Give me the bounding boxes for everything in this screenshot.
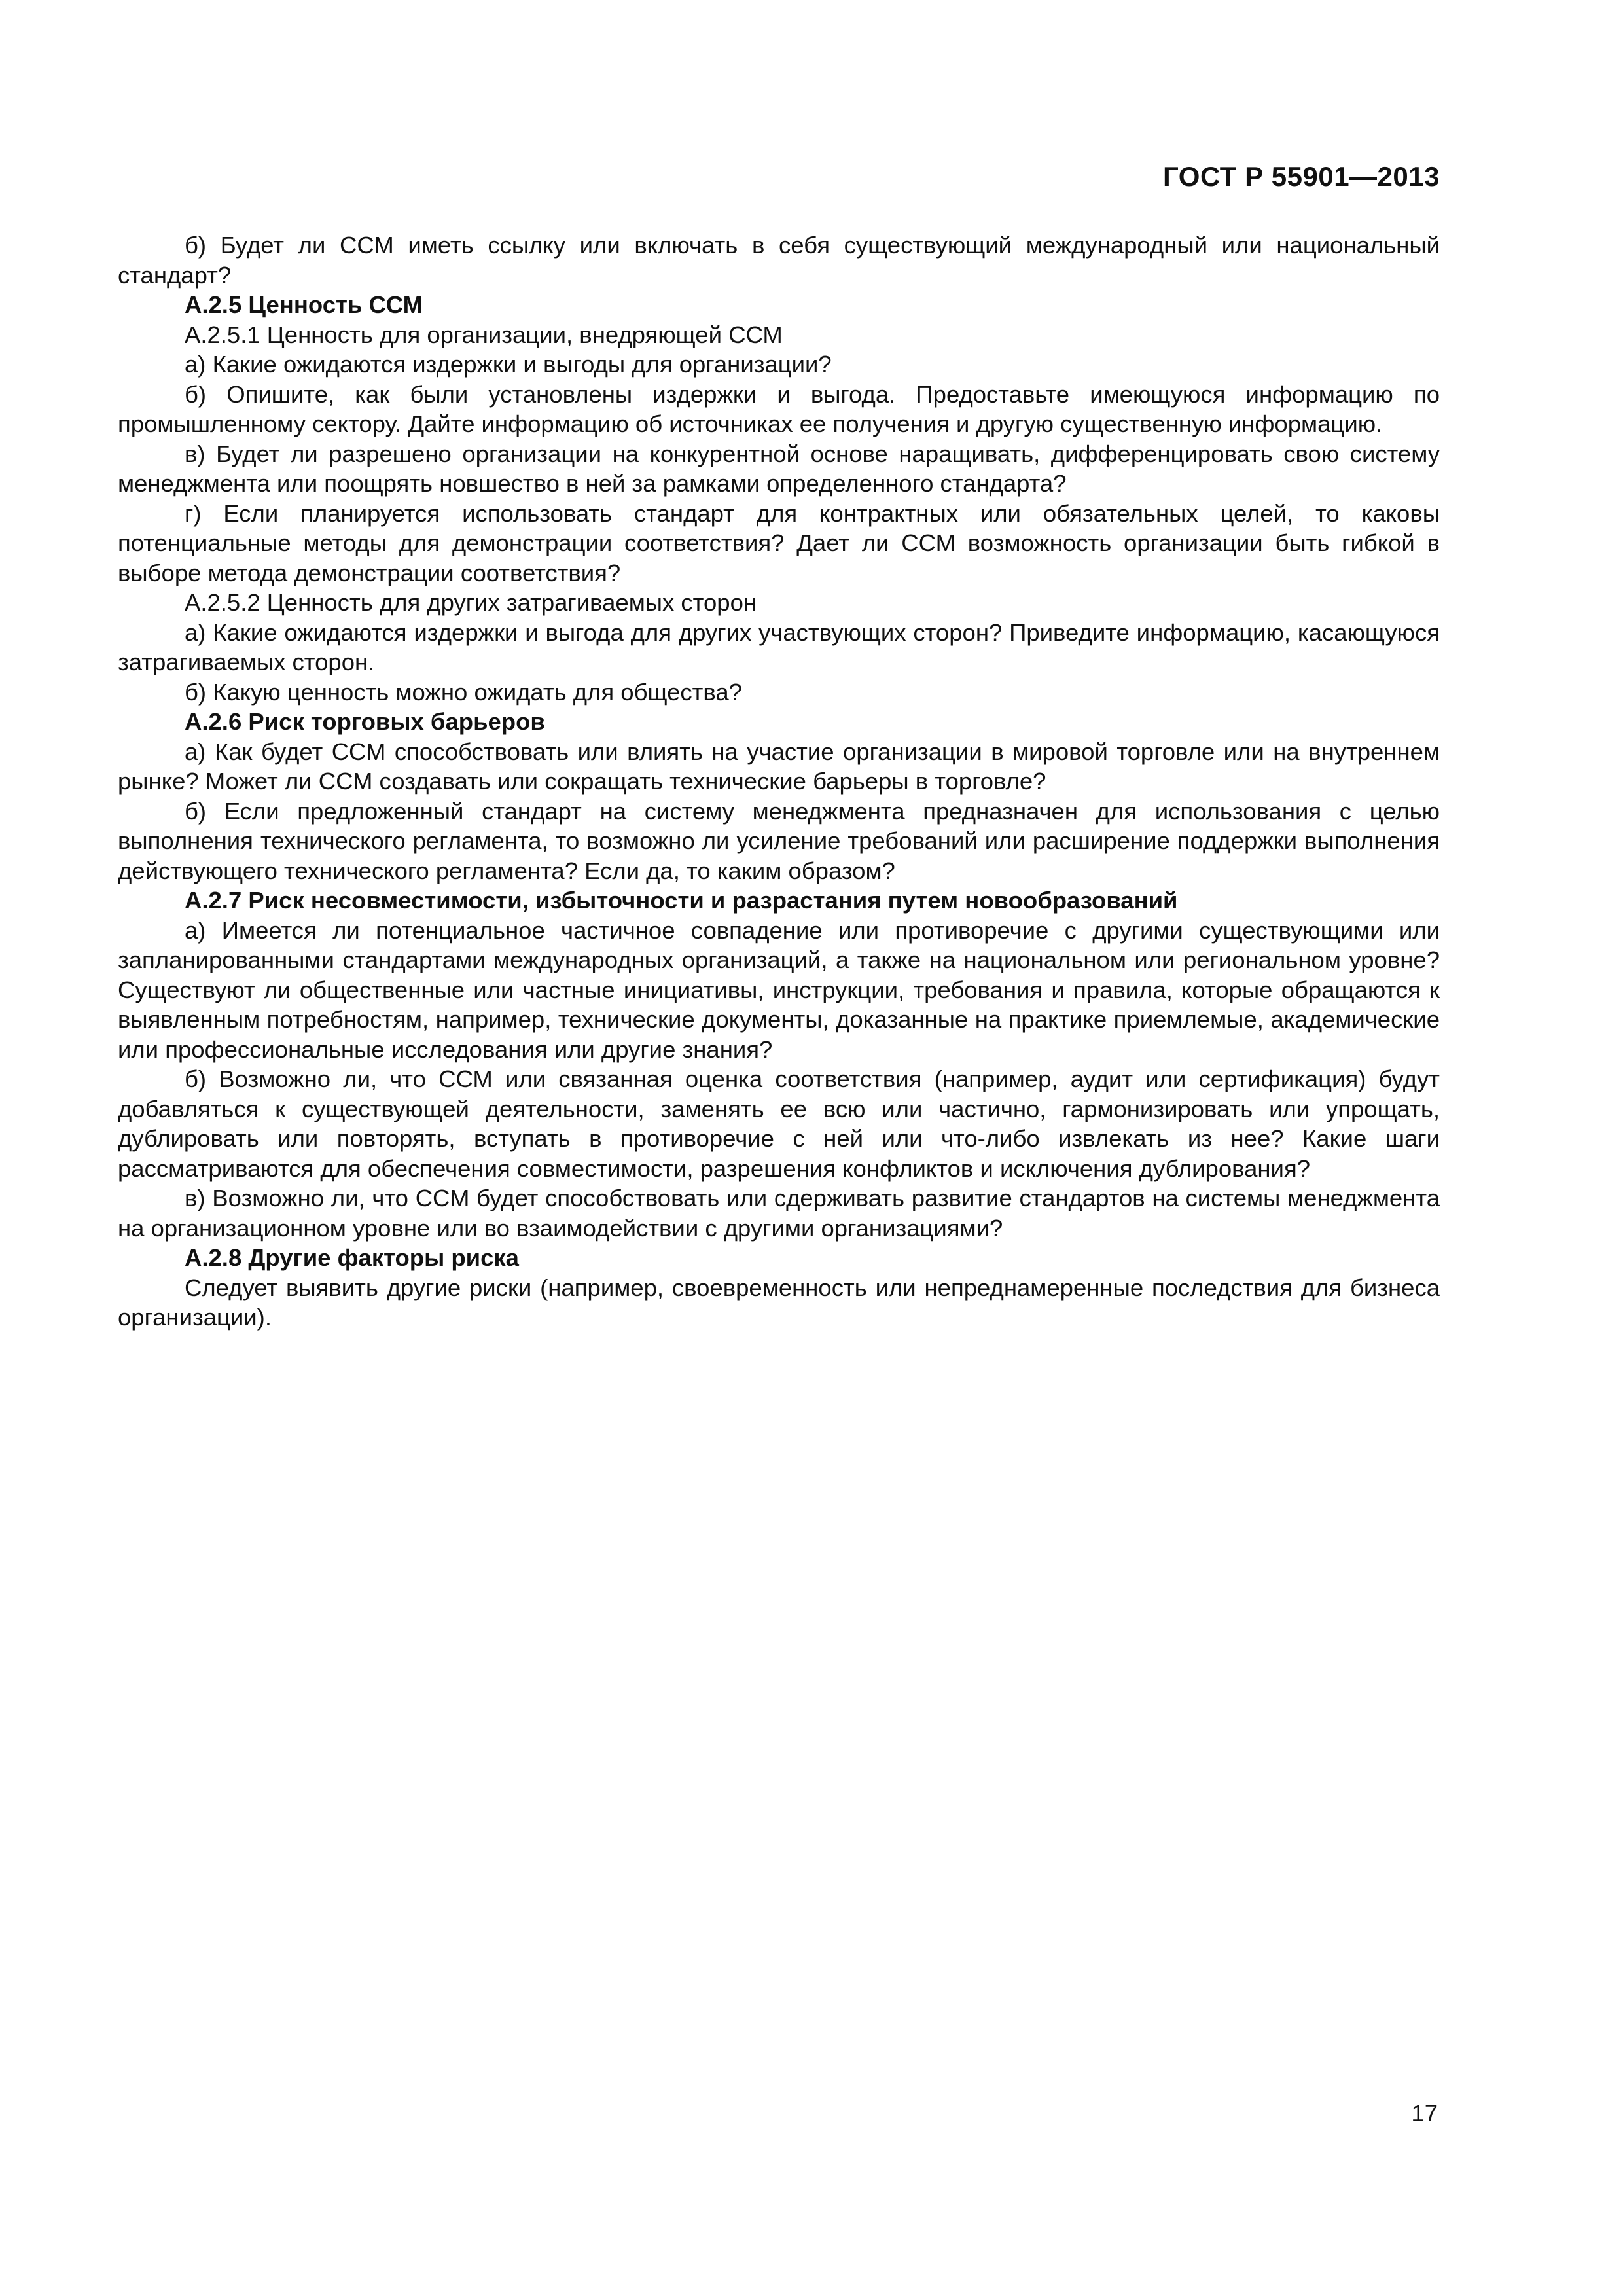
- paragraph: а) Как будет ССМ способствовать или влиять на участие организации в мировой торговле или на внутреннем рынке? Может ли ССМ создавать или сокращать технические барьеры в торговле?: [118, 738, 1440, 795]
- paragraph: б) Возможно ли, что ССМ или связанная оценка соответствия (например, аудит или сертификация) будут добавляться к существующей деятельности, заменять ее всю или частично, гармонизировать или упрощать, дублировать или повторять, вступать в противоречие с ней или что-либо извлекать из нее? Какие шаги рассматриваются для обеспечения совместимости, разрешения конфликтов и исключения дублирования?: [118, 1066, 1440, 1182]
- paragraph: в) Возможно ли, что ССМ будет способствовать или сдерживать развитие стандартов на системы менеджмента на организационном уровне или во взаимодействии с другими организациями?: [118, 1185, 1440, 1242]
- paragraph: б) Будет ли ССМ иметь ссылку или включать в себя существующий международный или национальный стандарт?: [118, 232, 1440, 289]
- section-heading: А.2.6 Риск торговых барьеров: [185, 708, 545, 735]
- section-heading: А.2.5 Ценность ССМ: [185, 291, 423, 318]
- page-number: 17: [1411, 2100, 1438, 2126]
- paragraph: а) Какие ожидаются издержки и выгоды для организации?: [185, 351, 832, 378]
- paragraph: а) Имеется ли потенциальное частичное совпадение или противоречие с другими существующими или запланированными стандартами международных организаций, а также на национальном или региональном уровне? Существуют ли общественные или частные инициативы, инструкции, требования и правила, которые обращаются к выявленным потребностям, например, технические документы, доказанные на практике приемлемые, академические или профессиональные исследования или другие знания?: [118, 916, 1440, 1063]
- subsection-heading: А.2.5.1 Ценность для организации, внедряющей ССМ: [185, 321, 783, 348]
- paragraph: б) Какую ценность можно ожидать для общества?: [185, 678, 742, 706]
- paragraph: в) Будет ли разрешено организации на конкурентной основе наращивать, дифференцировать свою систему менеджмента или поощрять новшество в ней за рамками определенного стандарта?: [118, 440, 1440, 497]
- document-body: [118, 230, 1440, 1333]
- document-code: ГОСТ Р 55901—2013: [1163, 161, 1440, 192]
- paragraph: б) Опишите, как были установлены издержки и выгода. Предоставьте имеющуюся информацию по промышленному сектору. Дайте информацию об источниках ее получения и другую существенную информацию.: [118, 380, 1440, 437]
- paragraph: г) Если планируется использовать стандарт для контрактных или обязательных целей, то каковы потенциальные методы для демонстрации соответствия? Дает ли ССМ возможность организации быть гибкой в выборе метода демонстрации соответствия?: [118, 499, 1440, 586]
- paragraph: б) Если предложенный стандарт на систему менеджмента предназначен для использования с целью выполнения технического регламента, то возможно ли усиление требований или расширение поддержки выполнения действующего технического регламента? Если да, то каким образом?: [118, 797, 1440, 884]
- paragraph: а) Какие ожидаются издержки и выгода для других участвующих сторон? Приведите информацию, касающуюся затрагиваемых сторон.: [118, 619, 1440, 675]
- section-heading: А.2.8 Другие факторы риска: [185, 1244, 519, 1271]
- subsection-heading: А.2.5.2 Ценность для других затрагиваемых сторон: [185, 589, 757, 616]
- section-heading: А.2.7 Риск несовместимости, избыточности и разрастания путем новообразований: [185, 887, 1178, 914]
- paragraph: Следует выявить другие риски (например, своевременность или непреднамеренные последствия для бизнеса организации).: [118, 1274, 1440, 1331]
